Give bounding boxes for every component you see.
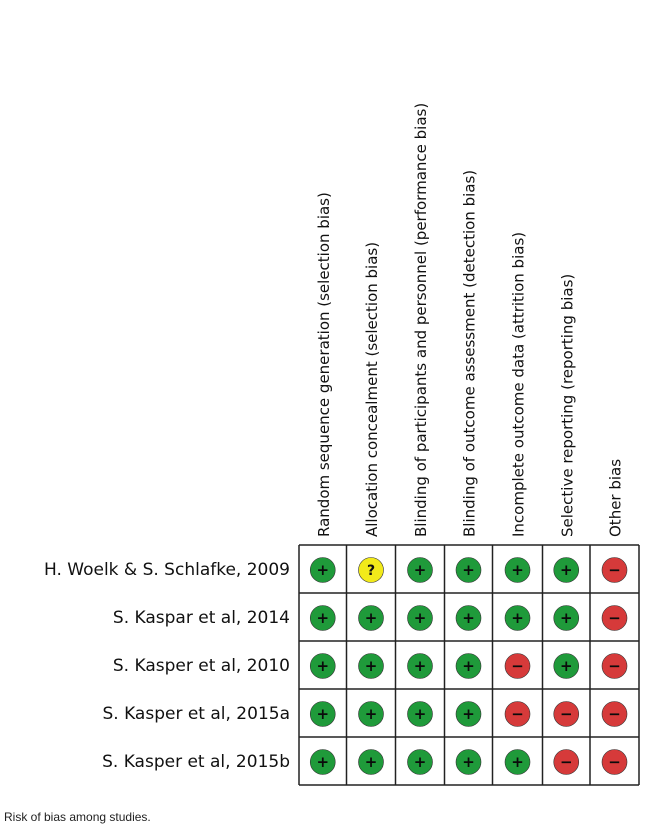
judgement-symbol: + [364,609,378,627]
judgement-symbol: + [316,705,330,723]
column-header: Blinding of participants and personnel (performance bias) [412,102,430,537]
judgement-symbol: + [316,753,330,771]
row-labels [44,560,290,772]
judgement-symbol: ? [366,563,376,579]
judgement-symbol: + [413,657,427,675]
judgement-symbol: − [608,705,621,723]
risk-judgement-high [602,558,627,583]
risk-judgement-high [602,606,627,631]
risk-judgement-low [456,558,481,583]
risk-judgement-unclear [359,558,384,583]
risk-judgement-low [505,606,530,631]
risk-judgement-low [359,606,384,631]
judgement-symbol: − [608,609,621,627]
judgement-symbol: − [559,753,573,771]
judgement-symbol: − [511,705,524,723]
judgement-symbol: − [608,657,621,675]
column-header: Incomplete outcome data (attrition bias) [509,231,528,537]
judgement-symbol: + [462,657,475,675]
row-label: S. Kasper et al, 2010 [112,656,290,676]
judgement-symbol: + [559,561,573,579]
risk-judgement-low [310,654,335,679]
risk-judgement-low [310,750,335,775]
risk-judgement-high [602,702,627,727]
judgement-symbol: + [511,753,524,771]
column-header: Blinding of outcome assessment (detection bias) [460,169,479,537]
column-header: Other bias [606,458,625,537]
risk-judgement-low [456,654,481,679]
row-label: S. Kasper et al, 2015b [102,752,290,772]
risk-judgement-high [505,654,530,679]
risk-judgement-low [310,558,335,583]
column-header: Random sequence generation (selection bias) [314,192,333,537]
risk-judgement-low [408,702,433,727]
risk-judgement-low [310,606,335,631]
column-headers [315,103,625,537]
risk-judgement-low [505,750,530,775]
risk-judgement-low [554,606,579,631]
risk-judgement-high [554,750,579,775]
judgement-symbol: + [364,657,378,675]
judgement-symbol: + [364,705,378,723]
risk-judgement-low [505,558,530,583]
risk-judgement-low [408,654,433,679]
judgement-symbol: + [413,753,427,771]
judgement-symbol: + [462,753,475,771]
risk-judgement-low [310,702,335,727]
row-label: S. Kaspar et al, 2014 [112,608,290,628]
judgement-symbol: + [559,609,573,627]
cells [310,558,627,775]
risk-judgement-high [602,654,627,679]
risk-judgement-high [602,750,627,775]
judgement-symbol: + [413,609,427,627]
risk-judgement-low [456,606,481,631]
figure-caption: Risk of bias among studies. [4,810,151,824]
row-label: S. Kasper et al, 2015a [102,704,290,724]
risk-judgement-low [456,702,481,727]
judgement-symbol: + [413,561,427,579]
column-header: Selective reporting (reporting bias) [558,273,577,537]
risk-judgement-low [359,702,384,727]
judgement-symbol: − [559,705,573,723]
risk-judgement-low [456,750,481,775]
column-header: Allocation concealment (selection bias) [363,241,381,537]
risk-judgement-low [408,606,433,631]
judgement-symbol: + [316,561,330,579]
judgement-symbol: + [316,657,330,675]
judgement-symbol: − [608,561,621,579]
risk-judgement-low [554,654,579,679]
row-label: H. Woelk & S. Schlafke, 2009 [43,560,290,580]
risk-judgement-high [554,702,579,727]
judgement-symbol: + [413,705,427,723]
judgement-symbol: + [364,753,378,771]
judgement-symbol: + [559,657,573,675]
judgement-symbol: + [462,609,475,627]
judgement-symbol: + [316,609,330,627]
judgement-symbol: − [608,753,621,771]
judgement-symbol: + [511,561,524,579]
risk-judgement-low [359,654,384,679]
judgement-symbol: + [462,561,475,579]
judgement-symbol: − [511,657,524,675]
risk-judgement-low [408,558,433,583]
judgement-symbol: + [511,609,524,627]
judgement-symbol: + [462,705,475,723]
risk-judgement-low [408,750,433,775]
risk-judgement-high [505,702,530,727]
risk-judgement-low [359,750,384,775]
risk-judgement-low [554,558,579,583]
